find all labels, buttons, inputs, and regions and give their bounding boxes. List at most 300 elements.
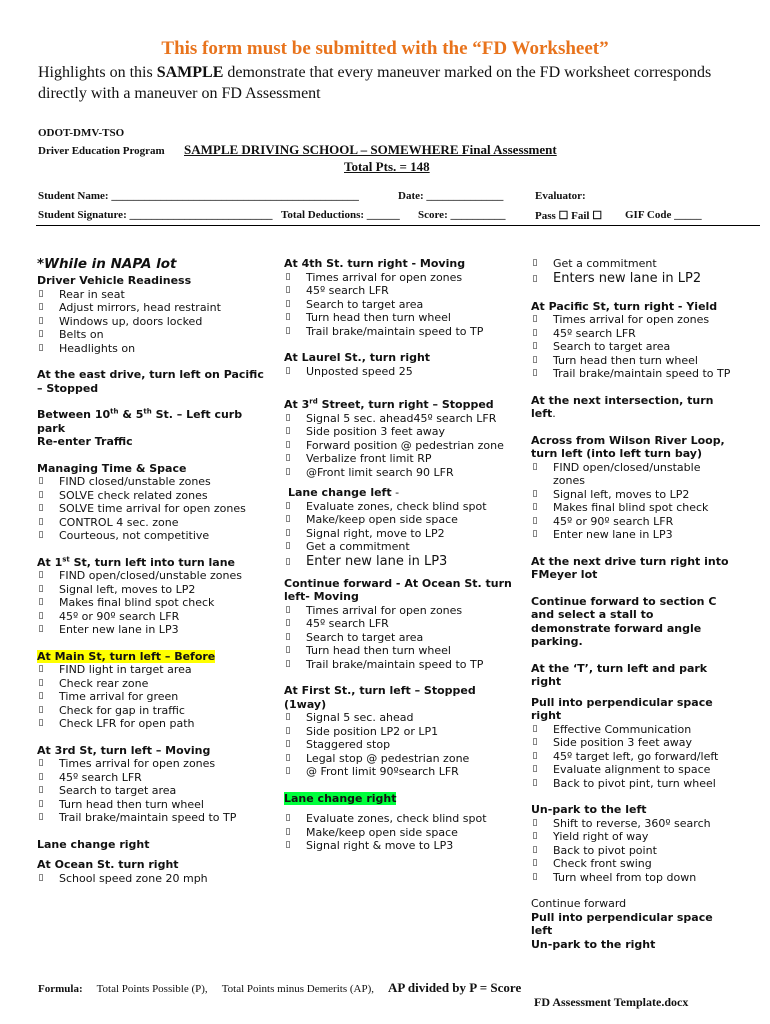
laurel-st-list (284, 365, 519, 379)
list-item-label: Turn head then turn wheel (553, 353, 698, 367)
list-item-label: Back to pivot pint, turn wheel (553, 776, 716, 790)
list-item-label: Trail brake/maintain speed to TP (306, 324, 484, 338)
checkbox-bullet-icon: ▯ (285, 556, 291, 567)
section-napa-lot-title: *While in NAPA lot (37, 256, 177, 272)
list-item (284, 425, 519, 439)
checkbox-bullet-icon: ▯ (532, 354, 538, 365)
section-4th-st-title: At 4th St. turn right - Moving (284, 257, 466, 270)
checkbox-bullet-icon: ▯ (285, 840, 291, 850)
list-item-label: Trail brake/maintain speed to TP (306, 657, 484, 671)
total-deductions-field[interactable]: Total Deductions: ______ (281, 209, 400, 221)
list-item-label: FIND open/closed/unstable zones (553, 460, 701, 487)
list-item-label: Signal 5 sec. ahead45º search LFR (306, 411, 497, 425)
checkbox-bullet-icon: ▯ (38, 516, 44, 527)
checkbox-bullet-icon: ▯ (532, 529, 538, 539)
checkbox-bullet-icon: ▯ (285, 271, 291, 282)
list-item (284, 500, 519, 514)
checkbox-bullet-icon: ▯ (285, 826, 291, 837)
checkbox-bullet-icon: ▯ (532, 314, 538, 324)
formula-line (38, 980, 521, 996)
list-item (531, 723, 731, 737)
formula-label: Formula: (38, 983, 83, 995)
checkbox-bullet-icon: ▯ (285, 813, 291, 823)
list-item-label: Windows up, doors locked (59, 314, 203, 328)
list-item (37, 784, 269, 798)
list-item-label: @Front limit search 90 LFR (306, 465, 454, 479)
checkbox-bullet-icon: ▯ (38, 476, 44, 486)
checkbox-bullet-icon: ▯ (285, 631, 291, 642)
program-label: Driver Education Program (38, 145, 165, 157)
checkbox-bullet-icon: ▯ (532, 750, 538, 761)
date-field[interactable]: Date: ______________ (398, 190, 504, 202)
list-item-label: 45º search LFR (306, 617, 389, 630)
section-unpark-right-title: Un-park to the right (531, 937, 656, 951)
list-item (531, 461, 731, 488)
list-item (531, 327, 731, 341)
checkbox-bullet-icon: ▯ (532, 831, 538, 841)
list-item-label: CONTROL 4 sec. zone (59, 515, 179, 529)
section-pacific-st-title: At Pacific St, turn right - Yield (531, 299, 718, 313)
list-item (531, 871, 731, 885)
section-next-intersection-title: At the next intersection, turn left. (531, 393, 714, 420)
checkbox-bullet-icon: ▯ (532, 777, 538, 788)
checkbox-bullet-icon: ▯ (285, 725, 291, 736)
list-item (284, 812, 519, 826)
list-item: ▯ Enters new lane in LP2 (532, 270, 702, 286)
list-item-label: Search to target area (553, 340, 671, 353)
checkbox-bullet-icon: ▯ (38, 503, 44, 513)
list-item (531, 367, 731, 381)
4th-st-list (284, 271, 519, 339)
list-item-label: Turn head then turn wheel (306, 311, 451, 324)
checkbox-bullet-icon: ▯ (285, 466, 291, 477)
list-item-label: Staggered stop (306, 738, 391, 751)
total-points: Total Pts. = 148 (344, 159, 430, 174)
checkbox-bullet-icon: ▯ (38, 489, 44, 500)
list-item (531, 817, 731, 831)
list-item (37, 596, 269, 610)
continued-list (531, 257, 731, 271)
checkbox-bullet-icon: ▯ (285, 658, 291, 669)
checkbox-bullet-icon: ▯ (285, 312, 291, 322)
section-t-turn-title: At the ‘T’, turn left and park right (531, 661, 708, 688)
list-item-label: Yield right of way (553, 830, 649, 843)
list-item (284, 839, 519, 853)
checkbox-bullet-icon: ▯ (38, 718, 44, 728)
list-item (37, 757, 269, 771)
list-item-label: Back to pivot point (553, 843, 657, 857)
checkbox-bullet-icon: ▯ (285, 541, 291, 551)
list-item-label: Make/keep open side space (306, 513, 458, 526)
lane-change-left-list (284, 500, 519, 554)
section-vehicle-readiness-title: Driver Vehicle Readiness (37, 274, 192, 287)
checkbox-bullet-icon: ▯ (285, 285, 291, 295)
score-field[interactable]: Score: __________ (418, 209, 506, 221)
checkbox-bullet-icon: ▯ (285, 527, 291, 538)
checkbox-bullet-icon: ▯ (38, 288, 44, 299)
list-item-label: FIND light in target area (59, 663, 192, 676)
list-item-label: Search to target area (306, 630, 424, 644)
list-item (284, 765, 519, 779)
1st-st-list (37, 569, 269, 637)
checkbox-bullet-icon: ▯ (285, 453, 291, 463)
list-item-label: 45º search LFR (59, 770, 142, 784)
ocean-st-list (37, 872, 269, 886)
checkbox-bullet-icon: ▯ (38, 624, 44, 634)
list-item (37, 328, 269, 342)
checkbox-bullet-icon: ▯ (38, 570, 44, 580)
list-item (37, 717, 269, 731)
list-item (284, 513, 519, 527)
section-ocean-st-left-title: Continue forward - At Ocean St. turn left- Moving (284, 576, 512, 603)
perp-right-list (531, 723, 731, 791)
wilson-river-list (531, 461, 731, 542)
list-item (531, 501, 731, 515)
list-item-label: Enter new lane in LP3 (553, 528, 673, 541)
list-item (37, 315, 269, 329)
section-wilson-river-title: Across from Wilson River Loop, turn left (into left turn bay) (531, 433, 725, 460)
checkbox-bullet-icon: ▯ (38, 691, 44, 701)
section-lane-change-left-title: Lane change left - (288, 486, 400, 499)
list-item-label: Evaluate zones, check blind spot (306, 499, 487, 513)
list-item (531, 488, 731, 502)
checkbox-bullet-icon: ▯ (532, 737, 538, 747)
checkbox-bullet-icon: ▯ (532, 844, 538, 855)
list-item (37, 610, 269, 624)
list-item-label: Makes final blind spot check (553, 501, 709, 514)
list-item-label: Turn head then turn wheel (59, 797, 204, 811)
list-item (284, 271, 519, 285)
checkbox-bullet-icon: ▯ (532, 488, 538, 499)
list-item-label: 45º or 90º search LFR (553, 514, 674, 528)
list-item-label: Turn wheel from top down (553, 870, 697, 884)
list-item (37, 529, 269, 543)
list-item-label: Shift to reverse, 360º search (553, 816, 711, 830)
list-item-label: Get a commitment (306, 540, 410, 553)
list-item-label: SOLVE check related zones (59, 488, 208, 502)
section-lane-change-right-2-title (284, 792, 519, 806)
checkbox-bullet-icon: ▯ (285, 298, 291, 309)
section-laurel-st-title: At Laurel St., turn right (284, 351, 431, 364)
section-lane-change-right-title: Lane change right (37, 837, 150, 851)
list-item-label: Makes final blind spot check (59, 596, 215, 609)
list-item-label: Adjust mirrors, head restraint (59, 301, 221, 314)
section-perp-right-title: Pull into perpendicular space right (531, 695, 713, 722)
list-item (284, 452, 519, 466)
list-item-label: Times arrival for open zones (306, 270, 463, 284)
unpark-left-list (531, 817, 731, 885)
list-item (284, 325, 519, 339)
list-item-label: Get a commitment (553, 257, 657, 270)
list-item-label: FIND closed/unstable zones (59, 475, 211, 488)
checkbox-bullet-icon: ▯ (285, 412, 291, 423)
list-item (284, 311, 519, 325)
list-item-label: Courteous, not competitive (59, 529, 210, 542)
agency-label: ODOT-DMV-TSO (38, 127, 125, 139)
list-item-label: Turn head then turn wheel (306, 644, 451, 657)
column-1 (37, 256, 269, 885)
list-item (531, 857, 731, 871)
list-item-label: Unposted speed 25 (306, 364, 413, 378)
section-first-st-title: At First St., turn left – Stopped (1way) (284, 684, 476, 711)
evaluator-field[interactable]: Evaluator: (535, 190, 586, 202)
list-item (284, 412, 519, 426)
list-item (531, 313, 731, 327)
list-item (284, 725, 519, 739)
list-item-label: Side position 3 feet away (553, 736, 693, 749)
checkbox-bullet-icon: ▯ (285, 618, 291, 628)
checkbox-bullet-icon: ▯ (532, 515, 538, 526)
list-item (37, 690, 269, 704)
checkbox-bullet-icon: ▯ (532, 327, 538, 338)
document-filename: FD Assessment Template.docx (534, 995, 689, 1009)
student-signature-field[interactable]: Student Signature: __________________________ (38, 209, 273, 221)
checkbox-bullet-icon: ▯ (38, 597, 44, 607)
list-item (37, 288, 269, 302)
main-st-list (37, 663, 269, 731)
student-name-field[interactable]: Student Name: _____________________________________________ (38, 190, 359, 202)
list-item-label: Rear in seat (59, 287, 125, 301)
checkbox-bullet-icon: ▯ (532, 461, 538, 472)
list-item-label: Times arrival for open zones (59, 757, 216, 770)
list-item-label: Search to target area (306, 297, 424, 311)
list-item-label: Evaluate zones, check blind spot (306, 812, 487, 825)
checkbox-bullet-icon: ▯ (38, 785, 44, 795)
checkbox-bullet-icon: ▯ (38, 302, 44, 312)
list-item-label: Legal stop @ pedestrian zone (306, 751, 470, 765)
checkbox-bullet-icon: ▯ (532, 273, 538, 284)
section-perp-left-title: Pull into perpendicular space left (531, 910, 713, 937)
list-item (284, 365, 519, 379)
list-item (284, 738, 519, 752)
list-item (531, 777, 731, 791)
checkbox-bullet-icon: ▯ (285, 439, 291, 450)
list-item (284, 466, 519, 480)
list-item-label: Enter new lane in LP3 (59, 623, 179, 636)
gif-code-field[interactable]: GIF Code _____ (625, 209, 702, 221)
list-item (37, 516, 269, 530)
list-item-label: Times arrival for open zones (553, 313, 710, 326)
list-item (531, 340, 731, 354)
column-3 (531, 257, 731, 951)
checkbox-bullet-icon: ▯ (532, 817, 538, 828)
list-item-label: @ Front limit 90ºsearch LFR (306, 765, 459, 778)
checkbox-bullet-icon: ▯ (285, 365, 291, 376)
checkbox-bullet-icon: ▯ (38, 704, 44, 715)
list-item (37, 663, 269, 677)
list-item-label: Effective Communication (553, 722, 692, 736)
3rd-st-list (37, 757, 269, 825)
pacific-st-list (531, 313, 731, 381)
list-item (37, 502, 269, 516)
section-east-drive-title: At the east drive, turn left on Pacific – Stopped (37, 368, 264, 395)
section-section-c-title: Continue forward to section C and select a stall to demonstrate forward angle parking. (531, 594, 717, 648)
checkbox-bullet-icon: ▯ (532, 341, 538, 351)
list-item (531, 528, 731, 542)
intro-part1: Highlights on this (38, 64, 157, 81)
checkbox-bullet-icon: ▯ (38, 798, 44, 809)
list-item (531, 354, 731, 368)
list-item (284, 527, 519, 541)
list-item-label: Check front swing (553, 857, 652, 870)
list-item (531, 515, 731, 529)
main-st-highlight: At Main St, turn left – Before (37, 649, 216, 663)
list-item (37, 677, 269, 691)
list-item (531, 763, 731, 777)
checkbox-bullet-icon: ▯ (285, 514, 291, 524)
list-item (284, 604, 519, 618)
checkbox-bullet-icon: ▯ (38, 758, 44, 768)
section-main-st-title (37, 650, 269, 664)
section-3rd-st-title: At 3rd St, turn left – Moving (37, 743, 211, 757)
checkbox-bullet-icon: ▯ (38, 530, 44, 540)
vehicle-readiness-list (37, 288, 269, 356)
list-item (284, 298, 519, 312)
school-title: SAMPLE DRIVING SCHOOL – SOMEWHERE Final Assessment (184, 142, 557, 157)
list-item (37, 569, 269, 583)
list-item-label: Side position 3 feet away (306, 425, 446, 438)
lane-change-right-list (284, 812, 519, 853)
list-item (284, 711, 519, 725)
list-item-label: Check rear zone (59, 676, 149, 690)
list-item (284, 540, 519, 554)
checkbox-bullet-icon: ▯ (38, 812, 44, 822)
checkbox-bullet-icon: ▯ (38, 315, 44, 326)
checkbox-bullet-icon: ▯ (38, 342, 44, 353)
list-item-label: Times arrival for open zones (306, 603, 463, 617)
list-item-label: FIND open/closed/unstable zones (59, 569, 242, 582)
list-item (37, 771, 269, 785)
column-2 (284, 257, 519, 853)
list-item-label: 45º or 90º search LFR (59, 609, 180, 623)
checkbox-bullet-icon: ▯ (532, 764, 538, 774)
checkbox-bullet-icon: ▯ (38, 664, 44, 674)
list-item-label: 45º search LFR (306, 284, 389, 297)
list-item-label: 45º target left, go forward/left (553, 749, 719, 763)
list-item-label: Evaluate alignment to space (553, 763, 711, 776)
list-item-label: Forward position @ pedestrian zone (306, 438, 504, 452)
list-item-label: Signal right & move to LP3 (306, 839, 454, 852)
form-title: This form must be submitted with the “FD Worksheet” (161, 38, 609, 59)
list-item (284, 826, 519, 840)
list-item-label: Check LFR for open path (59, 717, 195, 730)
section-curb-park-title: Between 10th & 5th St. – Left curb park (37, 407, 243, 435)
checkbox-bullet-icon: ▯ (285, 766, 291, 776)
list-item (284, 631, 519, 645)
list-item (531, 830, 731, 844)
checkbox-bullet-icon: ▯ (38, 872, 44, 883)
checkbox-bullet-icon: ▯ (285, 325, 291, 336)
list-item (284, 752, 519, 766)
list-item (284, 617, 519, 631)
list-item-label: Trail brake/maintain speed to TP (553, 367, 731, 380)
list-item-label: Belts on (59, 328, 104, 341)
header-divider (36, 225, 760, 226)
checkbox-bullet-icon: ▯ (285, 752, 291, 763)
list-item-label: Side position LP2 or LP1 (306, 724, 439, 738)
checkbox-bullet-icon: ▯ (38, 771, 44, 782)
list-item-label: Signal left, moves to LP2 (59, 582, 196, 596)
checkbox-bullet-icon: ▯ (38, 610, 44, 621)
ocean-st-left-list (284, 604, 519, 672)
intro-text (38, 62, 738, 104)
list-item (37, 342, 269, 356)
list-item-label: Headlights on (59, 341, 136, 355)
list-item (284, 284, 519, 298)
checkbox-bullet-icon: ▯ (285, 426, 291, 436)
list-item-label: Check for gap in traffic (59, 703, 185, 717)
section-fmeyer-lot-title: At the next drive turn right into FMeyer lot (531, 554, 729, 581)
checkbox-bullet-icon: ▯ (532, 723, 538, 734)
first-st-list (284, 711, 519, 779)
list-item-label: Make/keep open side space (306, 825, 458, 839)
section-3rd-street-title: At 3rd Street, turn right – Stopped (284, 397, 494, 411)
list-item-label: Signal left, moves to LP2 (553, 487, 690, 501)
formula-p: Total Points Possible (P), (96, 983, 208, 995)
checkbox-bullet-icon: ▯ (532, 871, 538, 882)
list-item-label: Search to target area (59, 784, 177, 797)
list-item (37, 475, 269, 489)
list-item-label: Signal right, move to LP2 (306, 526, 445, 540)
checkbox-bullet-icon: ▯ (285, 500, 291, 511)
list-item (284, 658, 519, 672)
list-item: ▯ Enter new lane in LP3 (285, 553, 448, 569)
list-item (37, 872, 269, 886)
section-time-space-title: Managing Time & Space (37, 461, 187, 475)
list-item-label: Time arrival for green (59, 690, 179, 703)
continue-forward-text: Continue forward (531, 897, 627, 910)
list-item-label: 45º search LFR (553, 326, 636, 340)
list-item (37, 583, 269, 597)
checkbox-bullet-icon: ▯ (38, 677, 44, 688)
list-item-label: Trail brake/maintain speed to TP (59, 811, 237, 824)
lane-change-right-highlight: Lane change right (284, 791, 397, 805)
time-space-list (37, 475, 269, 543)
list-item (37, 798, 269, 812)
section-unpark-left-title: Un-park to the left (531, 803, 647, 816)
section-ocean-st-title: At Ocean St. turn right (37, 858, 179, 871)
pass-fail-checkboxes[interactable]: Pass ☐ Fail ☐ (535, 210, 603, 222)
checkbox-bullet-icon: ▯ (285, 645, 291, 655)
checkbox-bullet-icon: ▯ (38, 329, 44, 339)
list-item (37, 489, 269, 503)
section-reenter-traffic-title: Re-enter Traffic (37, 435, 133, 448)
list-item-label: Verbalize front limit RP (306, 452, 432, 465)
checkbox-bullet-icon: ▯ (285, 739, 291, 749)
list-item (284, 439, 519, 453)
list-item (37, 623, 269, 637)
list-item (531, 844, 731, 858)
checkbox-bullet-icon: ▯ (285, 604, 291, 615)
checkbox-bullet-icon: ▯ (38, 583, 44, 594)
3rd-street-list (284, 412, 519, 480)
list-item (531, 736, 731, 750)
intro-part2: demonstrate that every maneuver marked on the FD worksheet corresponds directly with a maneuver on FD Assessment (38, 64, 712, 102)
checkbox-bullet-icon: ▯ (532, 368, 538, 378)
formula-ap: Total Points minus Demerits (AP), (221, 983, 374, 995)
section-1st-st-title: At 1st St, turn left into turn lane (37, 554, 235, 569)
list-item (284, 644, 519, 658)
list-item (37, 704, 269, 718)
intro-bold: SAMPLE (156, 64, 224, 81)
list-item (531, 257, 731, 271)
checkbox-bullet-icon: ▯ (532, 858, 538, 868)
list-item-label: School speed zone 20 mph (59, 871, 208, 885)
checkbox-bullet-icon: ▯ (285, 712, 291, 722)
list-item-label: Signal 5 sec. ahead (306, 711, 414, 724)
checkbox-bullet-icon: ▯ (532, 502, 538, 512)
list-item (37, 301, 269, 315)
